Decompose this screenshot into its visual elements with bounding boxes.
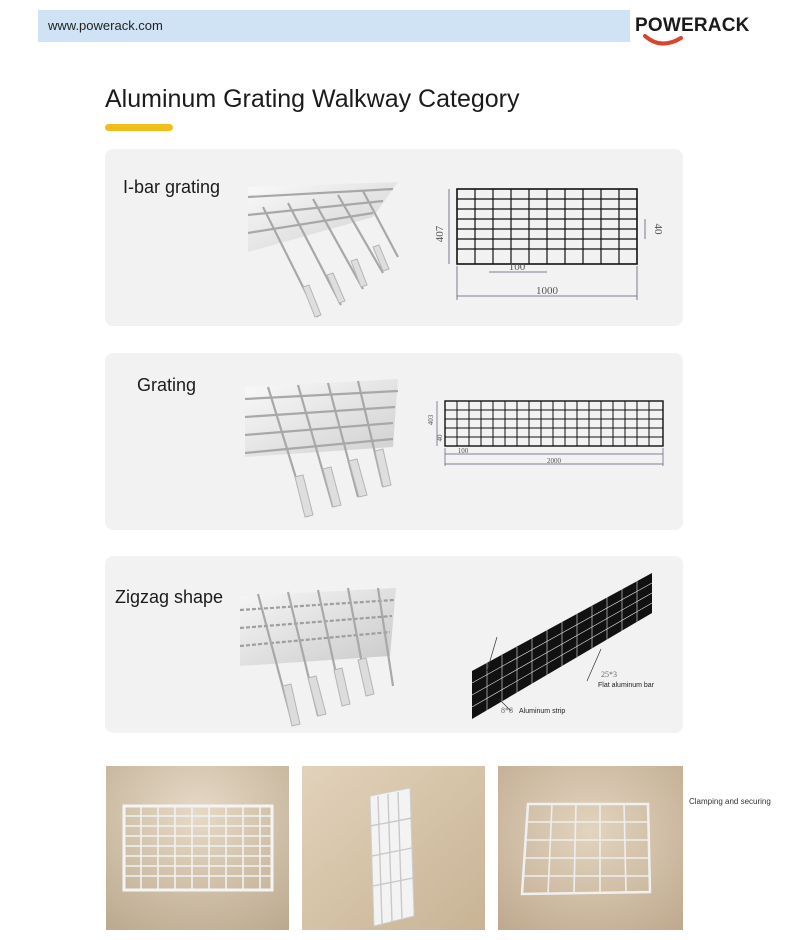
category-panel-zigzag bbox=[105, 556, 683, 733]
page-title: Aluminum Grating Walkway Category bbox=[105, 85, 520, 113]
dim-bar-label: 100 bbox=[508, 261, 526, 273]
dim-pitch-label: 40 bbox=[652, 223, 664, 235]
dim-length-label: 2000 bbox=[547, 457, 561, 465]
ibar-dimension-drawing bbox=[427, 184, 667, 334]
flat-bar-size-label: 25*3 bbox=[601, 670, 617, 679]
photo-grating-flat bbox=[106, 766, 289, 930]
strip-label: Aluminum strip bbox=[519, 708, 566, 715]
site-url[interactable]: www.powerack.com bbox=[48, 18, 163, 33]
title-accent-bar bbox=[105, 124, 173, 131]
flat-bar-label: Flat aluminum bar bbox=[598, 682, 655, 689]
dim-height-label: 403 bbox=[427, 414, 435, 426]
powerack-logo bbox=[635, 10, 765, 50]
category-title: Grating bbox=[137, 375, 197, 395]
category-title: I-bar grating bbox=[123, 177, 221, 197]
dim-bar-label: 100 bbox=[457, 447, 469, 455]
category-title: Zigzag shape bbox=[115, 587, 224, 607]
dim-height-label: 407 bbox=[434, 225, 446, 243]
logo-swoosh-icon bbox=[643, 34, 683, 48]
dim-pitch-label: 40 bbox=[436, 434, 444, 442]
logo-text: POWERACK bbox=[635, 15, 750, 36]
category-panel-ibar bbox=[105, 149, 683, 326]
photo-grating-standing bbox=[302, 766, 485, 930]
photo-caption: Clamping and securing bbox=[689, 797, 771, 806]
zigzag-grating-image bbox=[238, 586, 398, 736]
grating-image bbox=[243, 377, 403, 527]
photo-grating-clamped bbox=[498, 766, 683, 930]
grating-dimension-drawing bbox=[423, 396, 673, 486]
url-bar bbox=[38, 10, 630, 42]
zigzag-dimension-drawing bbox=[467, 571, 677, 731]
ibar-grating-image bbox=[243, 177, 403, 327]
dim-length-label: 1000 bbox=[536, 285, 558, 297]
strip-size-label: 8*8 bbox=[501, 706, 513, 715]
category-panel-grating bbox=[105, 353, 683, 530]
